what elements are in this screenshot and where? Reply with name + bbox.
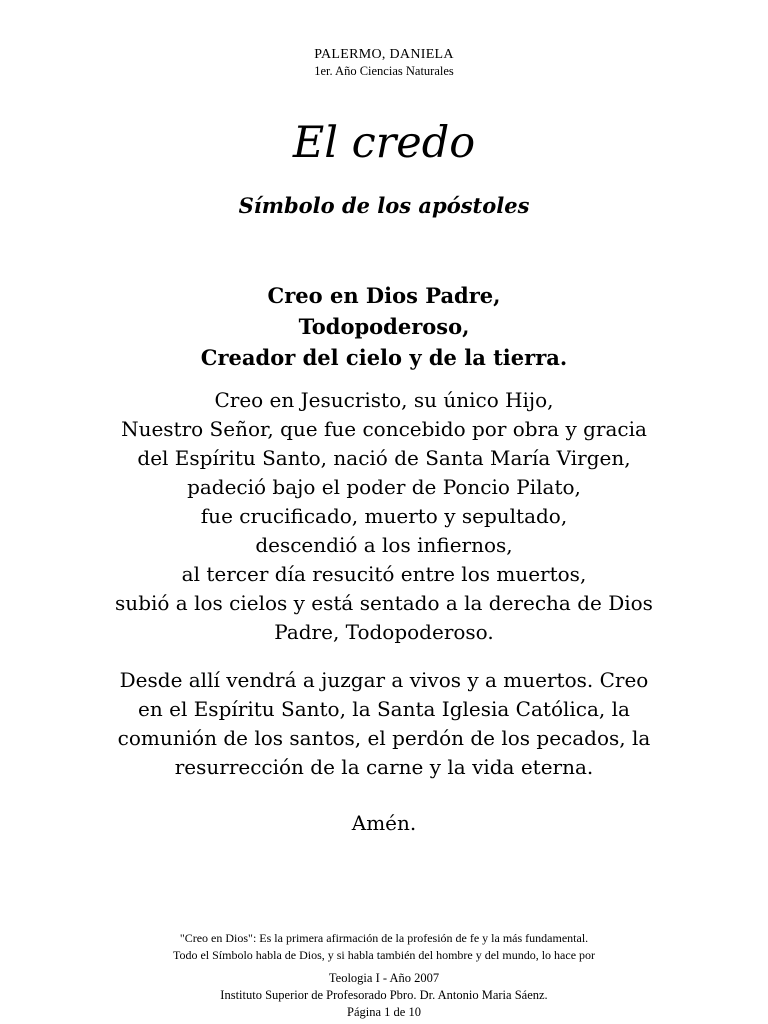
footnote-line: "Creo en Dios": Es la primera afirmación de la profesión de fe y la más fundamental. (179, 931, 589, 945)
author-course: 1er. Año Ciencias Naturales (314, 64, 454, 78)
stanza-line: del Espíritu Santo, nació de Santa María Virgen, (137, 446, 631, 470)
document-subtitle: Símbolo de los apóstoles (238, 193, 530, 218)
author-name: PALERMO, DANIELA (314, 47, 454, 62)
intro-line: Todopoderoso, (298, 314, 470, 339)
intro-stanza (0, 280, 768, 373)
stanza-line: Padre, Todopoderoso. (274, 620, 494, 644)
stanza-line: Nuestro Señor, que fue concebido por obra y gracia (121, 417, 647, 441)
footnote-line: Todo el Símbolo habla de Dios, y si habla también del hombre y del mundo, lo hace por (172, 948, 596, 962)
stanza-line: padeció bajo el poder de Poncio Pilato, (187, 475, 581, 499)
stanza-spirit (0, 666, 768, 782)
intro-line: Creador del cielo y de la tierra. (200, 345, 568, 370)
intro-line: Creo en Dios Padre, (267, 283, 501, 308)
stanza-line: al tercer día resucitó entre los muertos, (181, 562, 587, 586)
stanza-line: descendió a los infiernos, (255, 533, 513, 557)
stanza-line: resurrección de la carne y la vida eterna. (174, 755, 594, 779)
footer-course-year: Teologia I - Año 2007 (328, 971, 440, 985)
stanza-line: subió a los cielos y está sentado a la derecha de Dios (115, 591, 653, 615)
stanza-line: Creo en Jesucristo, su único Hijo, (214, 388, 554, 412)
document-title: El credo (292, 118, 476, 168)
footer-page-number: Página 1 de 10 (347, 1005, 421, 1019)
author-block (0, 46, 768, 80)
stanza-line: fue crucificado, muerto y sepultado, (200, 504, 568, 528)
footer-institute: Instituto Superior de Profesorado Pbro. Dr. Antonio Maria Sáenz. (220, 988, 548, 1002)
stanza-line: comunión de los santos, el perdón de los pecados, la (117, 726, 651, 750)
stanza-line: en el Espíritu Santo, la Santa Iglesia Católica, la (138, 697, 630, 721)
page-footer (0, 970, 768, 1021)
footnote (0, 930, 768, 964)
closing-amen: Amén. (351, 811, 417, 835)
stanza-line: Desde allí vendrá a juzgar a vivos y a muertos. Creo (119, 668, 649, 692)
stanza-jesus (0, 386, 768, 647)
